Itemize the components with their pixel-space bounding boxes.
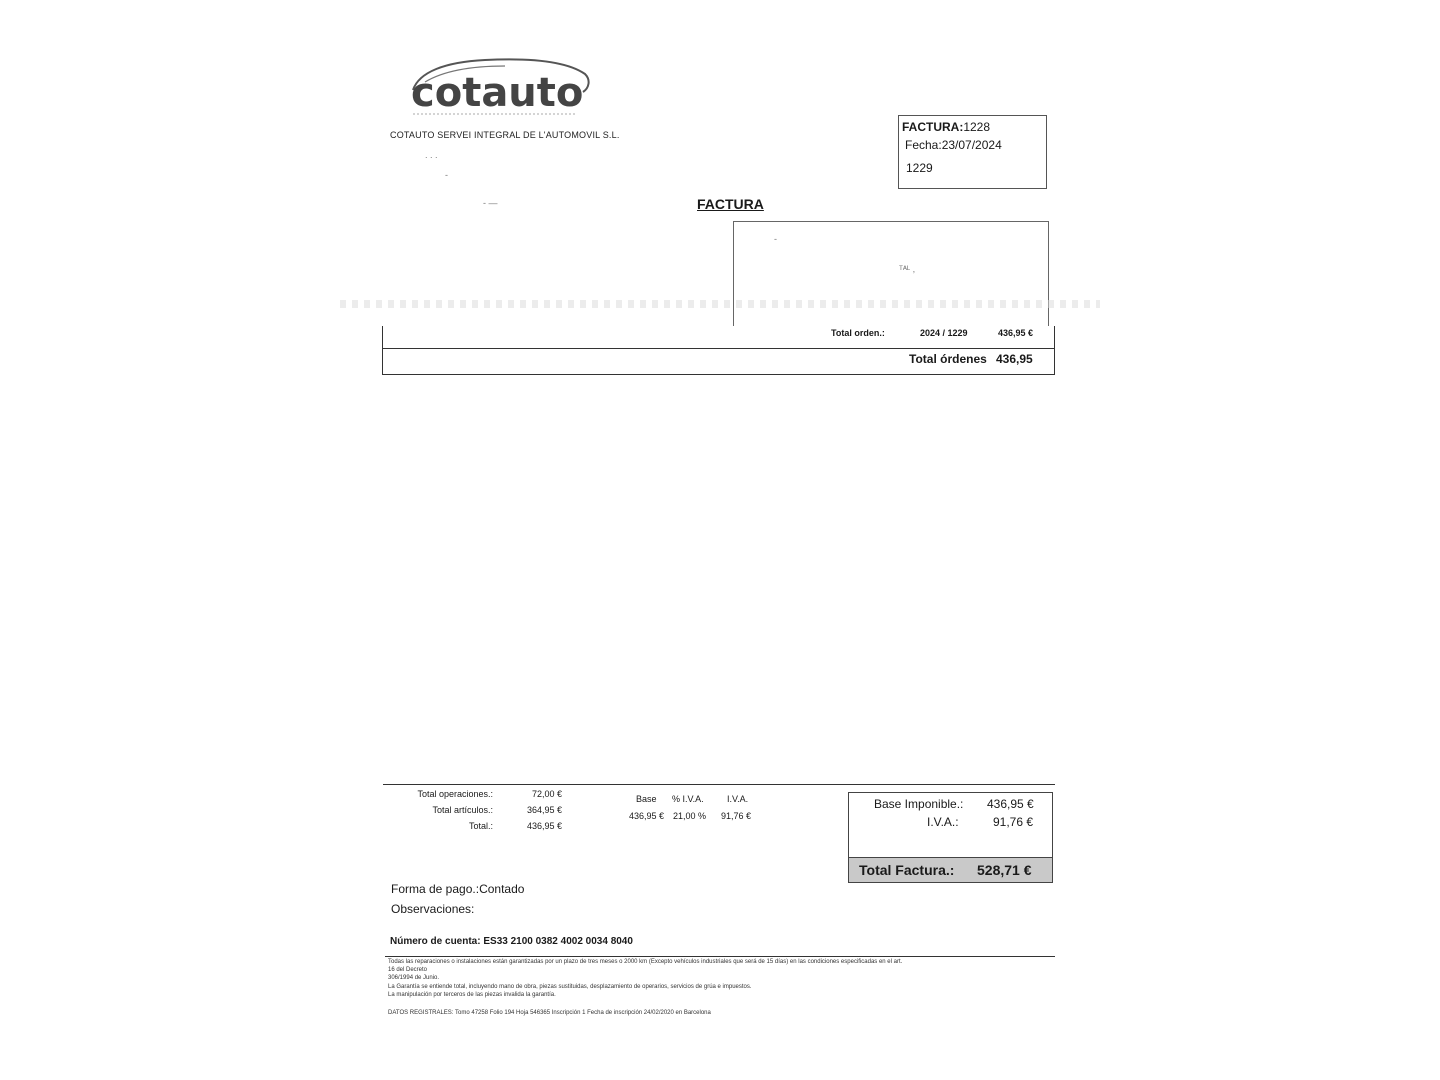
total-factura-label: Total Factura.: — [859, 862, 955, 878]
legal-line-2: 16 del Decreto — [388, 967, 428, 973]
invoice-date-label: Fecha: — [905, 138, 942, 152]
iva-value: 91,76 € — [993, 815, 1034, 829]
articulos-label: Total artículos.: — [432, 805, 493, 815]
vat-base-value: 436,95 € — [629, 811, 665, 821]
redacted-mark: - — [445, 170, 448, 180]
orders-total-label: Total órdenes — [909, 352, 987, 366]
client-address-box — [733, 221, 1049, 326]
iva-label: I.V.A.: — [927, 815, 959, 829]
logo-wordmark: cotauto — [411, 70, 584, 116]
redacted-mark: ᵀᴬᴸ , — [899, 264, 916, 274]
redacted-mark: - — [774, 234, 777, 244]
order-amount: 436,95 € — [998, 328, 1034, 338]
company-name: COTAUTO SERVEI INTEGRAL DE L'AUTOMOVIL S.L. — [390, 130, 620, 140]
payment-method — [391, 882, 524, 896]
footer-separator — [385, 956, 1055, 957]
vat-header-iva: I.V.A. — [727, 794, 749, 804]
vat-percent-value: 21,00 % — [673, 811, 707, 821]
invoice-date: 23/07/2024 — [941, 138, 1002, 152]
orders-total-value: 436,95 — [996, 352, 1033, 366]
document-title: FACTURA — [697, 196, 764, 212]
payment-label: Forma de pago.: — [391, 882, 480, 896]
base-imponible-value: 436,95 € — [987, 797, 1034, 811]
total-factura-bar — [849, 857, 1052, 882]
invoice-number: 1228 — [963, 120, 991, 134]
legal-line-1: Todas las reparaciones o instalaciones están garantizadas por un plazo de tres meses o 2000 km (Excepto vehículos industriales que será de 15 días) en las condiciones especificadas en el art. — [388, 959, 903, 965]
vat-amount-value: 91,76 € — [721, 811, 752, 821]
invoice-number-row — [902, 120, 990, 134]
payment-value: Contado — [479, 882, 525, 896]
operaciones-value: 72,00 € — [531, 789, 562, 799]
invoice-ref: 1229 — [906, 161, 933, 175]
orders-table — [382, 326, 1055, 375]
company-logo — [405, 52, 595, 118]
invoice-number-label: FACTURA: — [902, 120, 964, 134]
bank-account: Número de cuenta: ES33 2100 0382 4002 0034 8040 — [390, 936, 633, 947]
order-id: 2024 / 1229 — [920, 328, 968, 338]
registry-data: DATOS REGISTRALES: Tomo 47258 Folio 194 Hoja 546365 Inscripción 1 Fecha de inscripción 24/02/2020 en Barcelona — [388, 1010, 711, 1016]
subtotal-label: Total.: — [468, 821, 493, 831]
invoice-summary-box — [848, 792, 1053, 883]
operaciones-label: Total operaciones.: — [417, 789, 493, 799]
orders-divider — [383, 348, 1054, 349]
legal-line-4: La Garantía se entiende total, incluyendo mano de obra, piezas sustituidas, desplazamiento de operarios, servicios de grúa e impuestos. — [388, 984, 752, 990]
order-subtotal-label: Total orden.: — [831, 328, 885, 338]
invoice-date-row — [905, 138, 1002, 152]
legal-line-5: La manipulación por terceros de las piezas invalida la garantía. — [388, 992, 556, 998]
faded-scan-band — [340, 300, 1100, 308]
redacted-mark: . . . — [425, 150, 438, 160]
redacted-mark: - — — [483, 198, 498, 208]
vat-header-percent: % I.V.A. — [672, 794, 704, 804]
legal-line-3: 306/1994 de Junio. — [388, 975, 440, 981]
observations-label: Observaciones: — [391, 902, 475, 916]
vat-header-base: Base — [636, 794, 657, 804]
total-factura-value: 528,71 € — [977, 862, 1032, 878]
articulos-value: 364,95 € — [526, 805, 562, 815]
subtotal-value: 436,95 € — [526, 821, 562, 831]
invoice-info-box — [898, 115, 1047, 189]
base-imponible-label: Base Imponible.: — [874, 797, 964, 811]
totals-separator — [383, 784, 1055, 785]
